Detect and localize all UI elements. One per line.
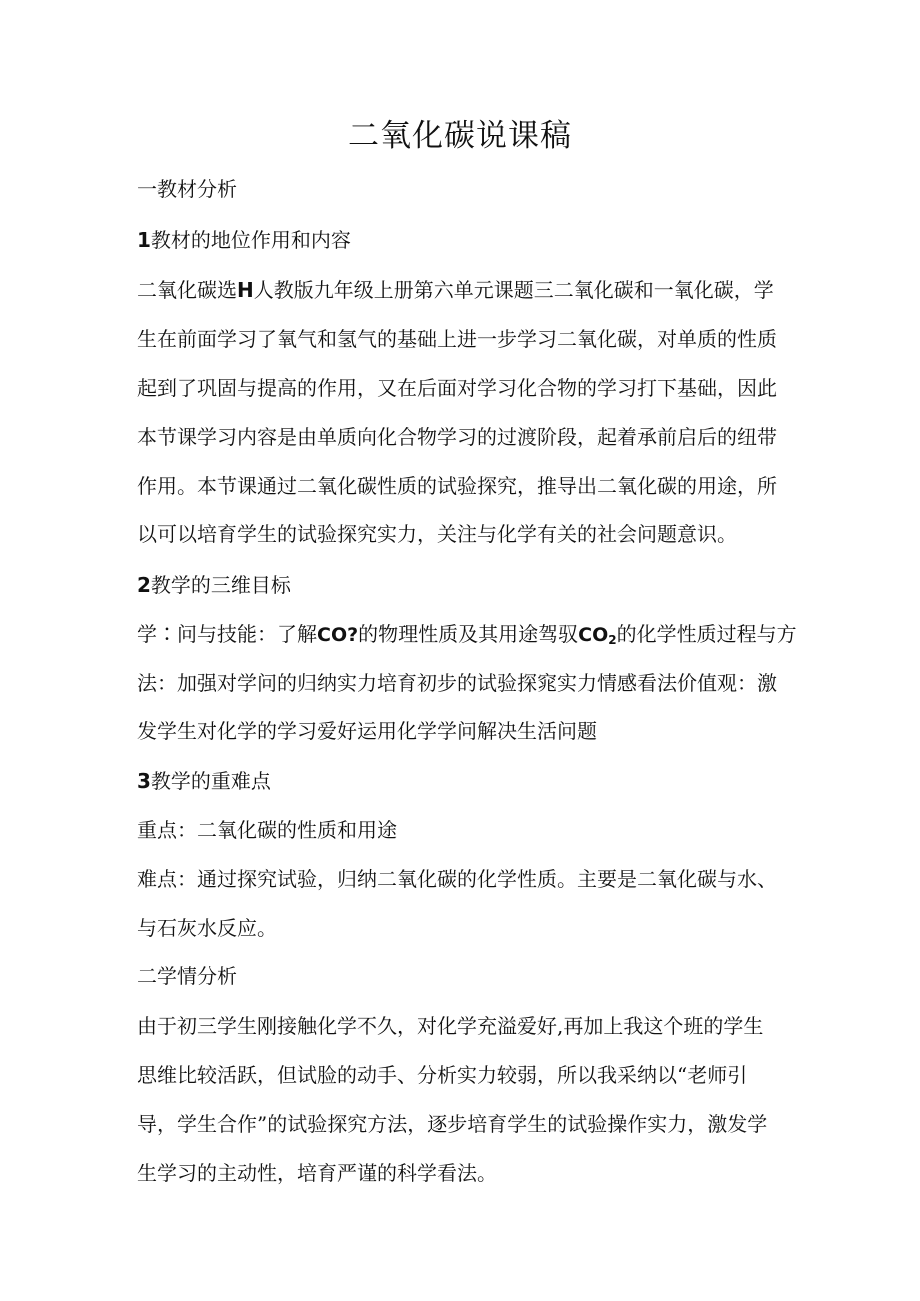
paragraph-line (137, 275, 774, 305)
paragraph-line: 生在前面学习了氧气和氢气的基础上进一步学习二氧化碳，对单质的性质 (137, 327, 777, 351)
formula-span: CO (578, 624, 609, 646)
difficult-point-line: 难点：通过探究试验，归纳二氧化碳的化学性质。主要是二氧化碳与水、 (137, 867, 777, 891)
text-span: 学∶问与技能：了解 (137, 622, 317, 646)
text-span-bold: H (237, 278, 254, 302)
paragraph-line: 作用。本节课通过二氧化碳性质的试验探究，推导出二氧化碳的用途，所 (137, 474, 777, 498)
paragraph-line: 导，学生合作”的试验探究方法，逐步培育学生的试验操作实力，激发学 (137, 1112, 768, 1136)
paragraph-line: 由于初三学生刚接触化学不久，对化学充溢爱好,再加上我这个班的学生 (137, 1014, 764, 1038)
paragraph-line: 起到了巩固与提高的作用，又在后面对学习化合物的学习打下基础，因此 (137, 376, 777, 400)
paragraph-line (137, 619, 797, 655)
formula-subscript: 2 (608, 633, 617, 647)
subheading-2 (137, 570, 291, 600)
paragraph-line: 本节课学习内容是由单质向化合物学习的过渡阶段，起着承前启后的纽带 (137, 425, 777, 449)
formula-span: CO? (317, 624, 359, 646)
text-span: 二氧化碳选 (137, 278, 237, 302)
subheading-1 (137, 225, 351, 255)
subheading-number: 2 (137, 573, 151, 597)
section-heading-student-analysis: 二学情分析 (137, 964, 237, 988)
page-title: 二氧化碳说课稿 (348, 118, 572, 154)
paragraph-line: 以可以培育学生的试验探究实力，关注与化学有关的社会问题意识。 (137, 522, 737, 546)
text-span: 的化学性质过程与方 (616, 622, 797, 646)
paragraph-line: 思维比较活跃，但试脸的动手、分析实力较弱，所以我采纳以“老师引 (137, 1063, 748, 1087)
subheading-number: 1 (137, 228, 151, 252)
key-point-line: 重点：二氧化碳的性质和用途 (137, 818, 397, 842)
paragraph-line: 法：加强对学问的归纳实力培育初步的试验探窕实力情感看法价值观：激 (137, 671, 777, 695)
subheading-text: 教材的地位作用和内容 (150, 228, 351, 252)
subheading-text: 教学的重难点 (150, 769, 271, 793)
difficult-point-line: 与石灰水反应。 (137, 916, 277, 940)
paragraph-line: 发学生对化学的学习爱好运用化学学问解决生活问题 (137, 719, 597, 743)
subheading-number: 3 (137, 769, 151, 793)
section-heading-textbook-analysis: 一教材分析 (137, 177, 237, 201)
paragraph-line: 生学习的主动性，培育严谨的科学看法。 (137, 1161, 497, 1185)
text-span: 人教版九年级上册第六单元课题三二氧化碳和一氧化碳，学 (253, 278, 774, 302)
subheading-text: 教学的三维目标 (150, 573, 291, 597)
subheading-3 (137, 766, 271, 796)
text-span: 的物理性质及其用途驾驭 (358, 622, 579, 646)
